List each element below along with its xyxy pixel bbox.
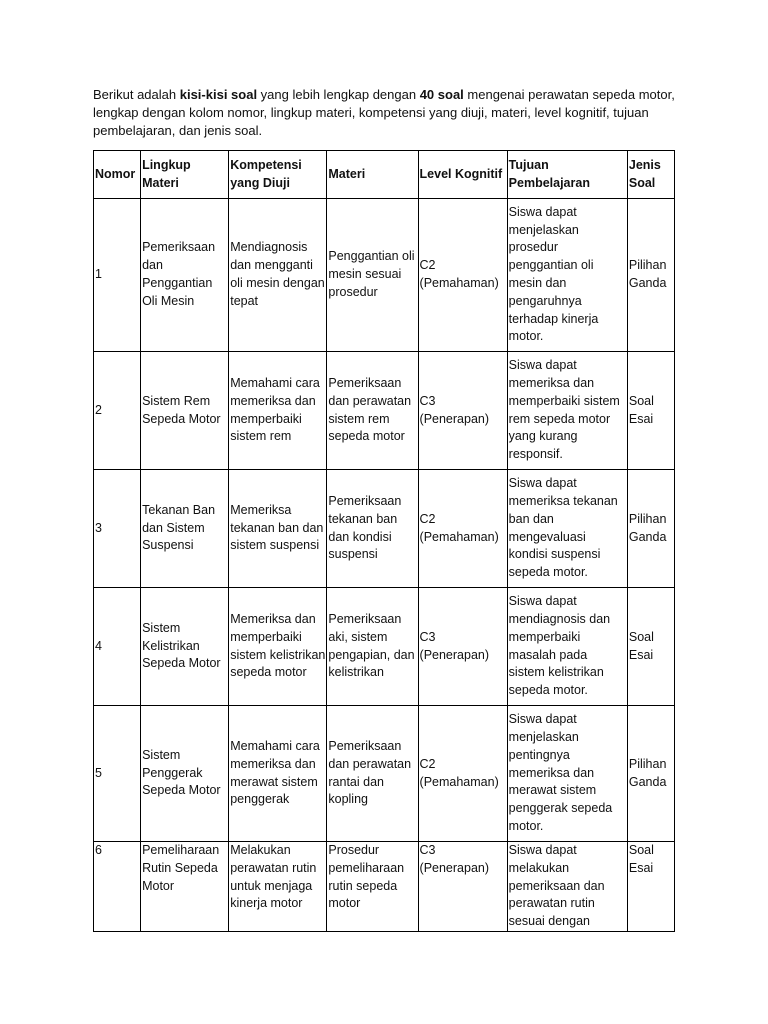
cell-tujuan-pembelajaran: Siswa dapat menjelaskan pentingnya memeriksa dan merawat sistem penggerak sepeda motor. bbox=[507, 706, 627, 842]
table-row bbox=[94, 588, 675, 706]
cell-lingkup-materi: Pemeriksaan dan Penggantian Oli Mesin bbox=[141, 199, 229, 352]
cell-kompetensi: Melakukan perawatan rutin untuk menjaga kinerja motor bbox=[229, 842, 327, 932]
cell-nomor: 3 bbox=[94, 470, 141, 588]
cell-jenis-soal: Pilihan Ganda bbox=[627, 706, 674, 842]
header-tujuan-pembelajaran: Tujuan Pembelajaran bbox=[507, 151, 627, 199]
cell-nomor: 1 bbox=[94, 199, 141, 352]
cell-tujuan-pembelajaran: Siswa dapat memeriksa dan memperbaiki sistem rem sepeda motor yang kurang responsif. bbox=[507, 352, 627, 470]
cell-jenis-soal: Soal Esai bbox=[627, 352, 674, 470]
cell-kompetensi: Memahami cara memeriksa dan memperbaiki sistem rem bbox=[229, 352, 327, 470]
cell-lingkup-materi: Tekanan Ban dan Sistem Suspensi bbox=[141, 470, 229, 588]
table-row bbox=[94, 842, 675, 932]
cell-level-kognitif: C2 (Pemahaman) bbox=[418, 199, 507, 352]
table-row bbox=[94, 470, 675, 588]
cell-kompetensi: Mendiagnosis dan mengganti oli mesin dengan tepat bbox=[229, 199, 327, 352]
cell-materi: Pemeriksaan aki, sistem pengapian, dan kelistrikan bbox=[327, 588, 418, 706]
cell-materi: Pemeriksaan dan perawatan sistem rem sepeda motor bbox=[327, 352, 418, 470]
cell-level-kognitif: C3 (Penerapan) bbox=[418, 588, 507, 706]
cell-lingkup-materi: Sistem Rem Sepeda Motor bbox=[141, 352, 229, 470]
header-materi: Materi bbox=[327, 151, 418, 199]
cell-kompetensi: Memahami cara memeriksa dan merawat sistem penggerak bbox=[229, 706, 327, 842]
cell-jenis-soal: Pilihan Ganda bbox=[627, 470, 674, 588]
cell-level-kognitif: C2 (Pemahaman) bbox=[418, 470, 507, 588]
kisi-kisi-table bbox=[93, 150, 675, 932]
cell-materi: Prosedur pemeliharaan rutin sepeda motor bbox=[327, 842, 418, 932]
cell-nomor: 6 bbox=[94, 842, 141, 932]
cell-lingkup-materi: Sistem Penggerak Sepeda Motor bbox=[141, 706, 229, 842]
intro-paragraph bbox=[93, 86, 683, 140]
intro-text-2: yang lebih lengkap dengan bbox=[257, 87, 420, 102]
cell-jenis-soal: Pilihan Ganda bbox=[627, 199, 674, 352]
cell-tujuan-pembelajaran: Siswa dapat melakukan pemeriksaan dan perawatan rutin sesuai dengan bbox=[507, 842, 627, 932]
header-level-kognitif: Level Kognitif bbox=[418, 151, 507, 199]
cell-nomor: 4 bbox=[94, 588, 141, 706]
intro-text-3: mengenai perawatan sepeda motor, lengkap dengan kolom nomor, lingkup materi, kompetensi yang diuji, materi, level kognitif, tujuan pembelajaran, dan jenis soal. bbox=[93, 87, 675, 138]
intro-bold-40-soal: 40 soal bbox=[419, 87, 464, 102]
intro-bold-kisi-kisi: kisi-kisi soal bbox=[179, 87, 258, 102]
cell-jenis-soal: Soal Esai bbox=[627, 588, 674, 706]
header-kompetensi: Kompetensi yang Diuji bbox=[229, 151, 327, 199]
cell-jenis-soal: Soal Esai bbox=[627, 842, 674, 932]
table-row bbox=[94, 706, 675, 842]
header-nomor: Nomor bbox=[94, 151, 141, 199]
cell-tujuan-pembelajaran: Siswa dapat mendiagnosis dan memperbaiki masalah pada sistem kelistrikan sepeda motor. bbox=[507, 588, 627, 706]
table-header-row bbox=[94, 151, 675, 199]
cell-kompetensi: Memeriksa tekanan ban dan sistem suspensi bbox=[229, 470, 327, 588]
cell-lingkup-materi: Sistem Kelistrikan Sepeda Motor bbox=[141, 588, 229, 706]
header-lingkup-materi: Lingkup Materi bbox=[141, 151, 229, 199]
cell-nomor: 2 bbox=[94, 352, 141, 470]
cell-level-kognitif: C3 (Penerapan) bbox=[418, 352, 507, 470]
cell-nomor: 5 bbox=[94, 706, 141, 842]
cell-level-kognitif: C3 (Penerapan) bbox=[418, 842, 507, 932]
intro-text-1: Berikut adalah bbox=[93, 87, 180, 102]
cell-lingkup-materi: Pemeliharaan Rutin Sepeda Motor bbox=[141, 842, 229, 932]
header-jenis-soal: Jenis Soal bbox=[627, 151, 674, 199]
table-row bbox=[94, 352, 675, 470]
cell-materi: Penggantian oli mesin sesuai prosedur bbox=[327, 199, 418, 352]
cell-materi: Pemeriksaan dan perawatan rantai dan kopling bbox=[327, 706, 418, 842]
cell-tujuan-pembelajaran: Siswa dapat memeriksa tekanan ban dan mengevaluasi kondisi suspensi sepeda motor. bbox=[507, 470, 627, 588]
cell-kompetensi: Memeriksa dan memperbaiki sistem kelistrikan sepeda motor bbox=[229, 588, 327, 706]
cell-materi: Pemeriksaan tekanan ban dan kondisi suspensi bbox=[327, 470, 418, 588]
cell-tujuan-pembelajaran: Siswa dapat menjelaskan prosedur penggantian oli mesin dan pengaruhnya terhadap kinerja motor. bbox=[507, 199, 627, 352]
table-row bbox=[94, 199, 675, 352]
cell-level-kognitif: C2 (Pemahaman) bbox=[418, 706, 507, 842]
